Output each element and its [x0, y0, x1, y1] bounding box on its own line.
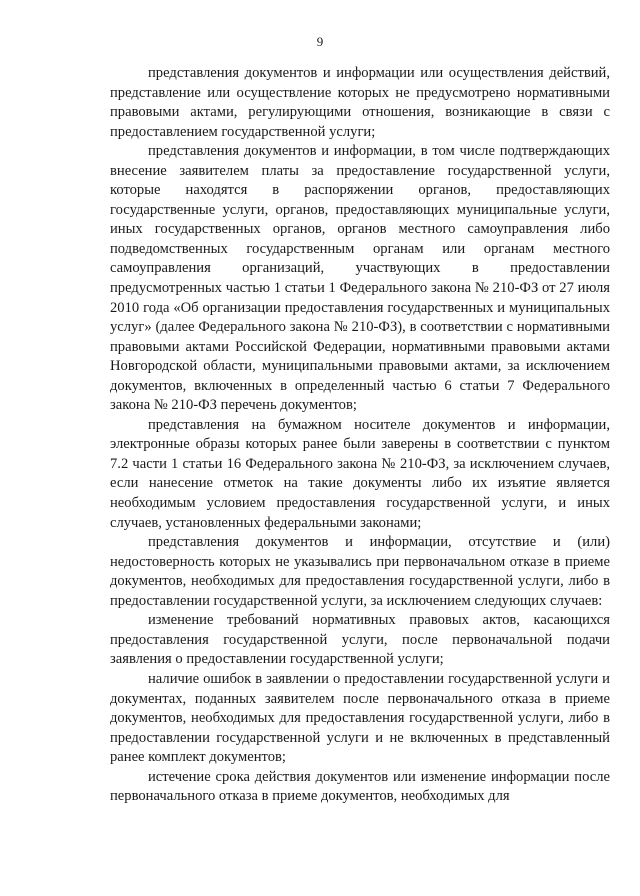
paragraph: представления документов и информации или осуществления действий, представление или осуществление которых не предусмотрено нормативными правовыми актами, регулирующими отношения, возникающие в связи с предоставлением государственной услуги;	[110, 65, 610, 140]
document-body	[110, 64, 610, 807]
page-number: 9	[316, 34, 324, 49]
paragraph: наличие ошибок в заявлении о предоставлении государственной услуги и документах, поданных заявителем после первоначального отказа в приеме документов, необходимых для предоставления государственной услуги, либо в предоставлении государственной услуги и не включенных в представленный ранее комплект документов;	[110, 670, 610, 766]
paragraph: представления на бумажном носителе документов и информации, электронные образы которых ранее были заверены в соответствии с пунктом 7.2 части 1 статьи 16 Федерального закона № 210-ФЗ, за исключением случаев, если нанесение отметок на такие документы либо их изъятие является необходимым условием предоставления государственной услуги, и иных случаев, установленных федеральными законами;	[110, 416, 610, 531]
paragraph: истечение срока действия документов или изменение информации после первоначального отказа в приеме документов, необходимых для	[110, 768, 610, 805]
paragraph: изменение требований нормативных правовых актов, касающихся предоставления государственной услуги, после первоначальной подачи заявления о предоставлении государственной услуги;	[110, 612, 610, 668]
paragraph: представления документов и информации, отсутствие и (или) недостоверность которых не указывались при первоначальном отказе в приеме документов, необходимых для предоставления государственной услуги, либо в предоставлении государственной услуги, за исключением следующих случаев:	[110, 534, 610, 609]
paragraph: представления документов и информации, в том числе подтверждающих внесение заявителем платы за предоставление государственной услуги, которые находятся в распоряжении органов, предоставляющих государственные услуги, органов, предоставляющих муниципальные услуги, иных государственных органов, органов местного самоуправления либо подведомственных государственным органам или органам местного самоуправления организаций, участвующих в предоставлении предусмотренных частью 1 статьи 1 Федерального закона № 210-ФЗ от 27 июля 2010 года «Об организации предоставления государственных и муниципальных услуг» (далее Федерального закона № 210-ФЗ), в соответствии с нормативными правовыми актами Российской Федерации, нормативными правовыми актами Новгородской области, муниципальными правовыми актами, за исключением документов, включенных в определенный частью 6 статьи 7 Федерального закона № 210-ФЗ перечень документов;	[110, 143, 610, 414]
